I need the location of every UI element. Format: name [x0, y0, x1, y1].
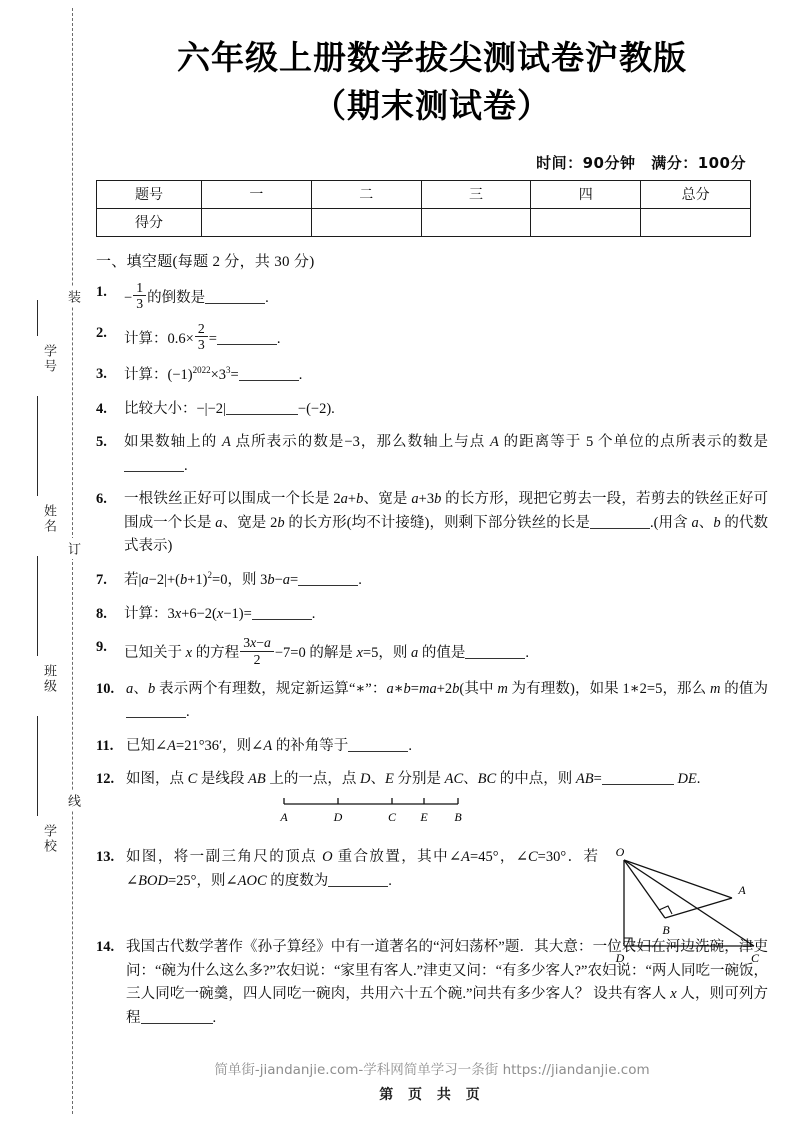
triangle-label-b: B — [662, 923, 670, 938]
score-cell-total[interactable] — [641, 208, 751, 236]
fold-char-zhuang: 装 — [64, 286, 82, 307]
question-text: 如果数轴上的 A 点所表示的数是−3，那么数轴上与点 A 的距离等于 5 个单位的点所表示的数是. — [124, 434, 769, 474]
question-text: 如图，将一副三角尺的顶点 O 重合放置，其中∠A=45°，∠C=30°．若∠BOD=25°，则∠AOC 的度数为 . — [126, 849, 598, 889]
answer-blank[interactable] — [590, 513, 650, 529]
segment-label-e: E — [420, 809, 428, 824]
score-cell-3[interactable] — [421, 208, 531, 236]
answer-blank[interactable] — [252, 604, 312, 620]
fraction-3x-minus-a-over-2: $\frac{3x-a}{2}$ — [240, 636, 274, 667]
score-table-row-label-score: 得分 — [97, 208, 202, 236]
score-table-col-3: 三 — [421, 180, 531, 208]
question-number: 13. — [96, 849, 115, 866]
answer-blank[interactable] — [298, 571, 358, 587]
margin-rule — [37, 716, 38, 816]
page-footer — [96, 1058, 768, 1104]
score-cell-1[interactable] — [202, 208, 312, 236]
margin-rule — [37, 556, 38, 656]
question-number: 9. — [96, 639, 107, 656]
fold-char-ding: 订 — [64, 538, 82, 559]
question-number: 10. — [96, 680, 115, 697]
question-list — [96, 281, 768, 1030]
exam-duration: 时间：90分钟 — [536, 153, 636, 172]
question-3 — [96, 363, 768, 387]
title-line-2: （期末测试卷） — [313, 85, 551, 125]
fraction-one-third: $\frac{1}{3}$ — [133, 281, 146, 312]
question-6 — [96, 488, 768, 558]
question-text: 比较大小：−|−2| −(−2). — [124, 400, 335, 417]
answer-blank[interactable] — [217, 329, 277, 345]
answer-blank[interactable] — [602, 770, 674, 786]
question-text: 计算：3x+6−2(x−1)= . — [124, 605, 316, 622]
score-table-col-4: 四 — [531, 180, 641, 208]
figure-line-segment-abcde — [276, 794, 768, 836]
question-5 — [96, 431, 768, 478]
question-8 — [96, 603, 768, 626]
answer-blank[interactable] — [465, 644, 525, 660]
question-text: 若$|a-2|+(b+1)^2=0$，则 3b−a= . — [124, 570, 362, 589]
answer-blank[interactable] — [124, 456, 184, 472]
fold-dashed-line — [72, 8, 73, 1114]
margin-label-class: 班级 — [41, 664, 56, 694]
answer-blank[interactable] — [205, 288, 265, 304]
question-number: 7. — [96, 571, 107, 588]
title-line-1: 六年级上册数学拔尖测试卷沪教版 — [177, 38, 687, 77]
score-table — [96, 180, 751, 237]
question-9 — [96, 636, 768, 667]
score-table-col-total: 总分 — [641, 180, 751, 208]
question-14 — [96, 936, 768, 1030]
question-number: 8. — [96, 605, 107, 622]
question-number: 14. — [96, 939, 115, 956]
margin-label-name: 姓名 — [41, 504, 56, 534]
score-table-col-1: 一 — [202, 180, 312, 208]
question-text: 一根铁丝正好可以围成一个长是 2a+b、宽是 a+3b 的长方形，现把它剪去一段，若剪去的铁丝正好可围成一个长是 a、宽是 2b 的长方形(均不计接缝)，则剩下部分铁丝的长是 .(用含 a、b 的代数式表示) — [124, 491, 769, 555]
binding-margin-labels — [18, 300, 58, 920]
question-7 — [96, 569, 768, 593]
score-table-header-row — [97, 180, 751, 208]
triangle-label-a: A — [738, 883, 746, 898]
answer-blank[interactable] — [328, 871, 388, 887]
exam-full-score: 满分：100分 — [651, 153, 746, 172]
segment-label-b: B — [454, 809, 462, 824]
question-number: 12. — [96, 771, 115, 788]
segment-label-a: A — [280, 809, 288, 824]
question-text: 已知∠A=21°36′，则∠A 的补角等于 . — [126, 737, 412, 754]
question-number: 6. — [96, 491, 107, 508]
question-number: 3. — [96, 366, 107, 383]
score-cell-2[interactable] — [311, 208, 421, 236]
exam-sheet — [96, 0, 768, 1122]
answer-blank[interactable] — [126, 703, 186, 719]
answer-blank[interactable] — [226, 399, 298, 415]
margin-label-school: 学校 — [41, 824, 56, 854]
question-text: a、b 表示两个有理数，规定新运算“∗”：a∗b=ma+2b(其中 m 为有理数)，如果 1∗2=5，那么 m 的值为. — [126, 680, 768, 721]
footer-page-number: 第 页 共 页 — [379, 1087, 485, 1103]
segment-diagram-svg — [276, 794, 466, 828]
question-text: 如图，点 C 是线段 AB 上的一点，点 D、E 分别是 AC、BC 的中点，则 AB= DE. — [126, 771, 701, 788]
question-11 — [96, 735, 768, 758]
triangle-label-d: D — [615, 951, 625, 966]
answer-blank[interactable] — [239, 366, 299, 382]
question-12 — [96, 768, 768, 836]
question-text: 已知关于 x 的方程 $\frac{3x-a}{2}$ −7=0 的解是 x=5，则 a 的值是 . — [124, 635, 529, 667]
fraction-two-thirds: $\frac{2}{3}$ — [195, 322, 208, 353]
segment-label-d: D — [333, 809, 343, 824]
margin-label-student-id: 学号 — [41, 344, 56, 374]
question-text: 我国古代数学著作《孙子算经》中有一道著名的“河妇荡杯”题．其大意：一位农妇在河边洗碗，津吏问：“碗为什么这么多?”农妇说：“家里有客人.”津吏又问：“有多少客人?”农妇说：“两人同吃一碗饭，三人同吃一碗羹，四人同吃一碗肉，共用六十五个碗.”问共有多少客人？ 设共有客人 x 人，则可列方程 . — [126, 939, 768, 1026]
question-4 — [96, 398, 768, 421]
question-text: 计算：$(-1)^{2022}\times 3^3=$ . — [124, 365, 303, 384]
score-table-value-row — [97, 208, 751, 236]
answer-blank[interactable] — [348, 736, 408, 752]
score-cell-4[interactable] — [531, 208, 641, 236]
margin-rule — [37, 300, 38, 336]
segment-label-c: C — [387, 809, 397, 824]
score-table-row-label-question: 题号 — [97, 180, 202, 208]
footer-watermark-url: 简单街-jiandanjie.com-学科网简单学习一条街 https://jiandanjie.com — [214, 1062, 650, 1078]
question-text: 计算：0.6× $\frac{2}{3}$ = . — [124, 321, 281, 353]
question-number: 4. — [96, 400, 107, 417]
question-1 — [96, 281, 768, 312]
margin-rule — [37, 396, 38, 496]
exam-meta — [96, 152, 768, 173]
fold-char-xian: 线 — [64, 790, 82, 811]
section-heading-fill-in-blank: 一、填空题(每题 2 分，共 30 分) — [96, 253, 315, 270]
question-number: 11. — [96, 737, 114, 754]
answer-blank[interactable] — [141, 1008, 213, 1024]
question-number: 5. — [96, 434, 107, 451]
triangle-label-c: C — [750, 951, 760, 966]
triangle-label-o: O — [615, 846, 625, 860]
score-table-col-2: 二 — [311, 180, 421, 208]
question-10 — [96, 678, 768, 725]
question-number: 2. — [96, 325, 107, 341]
question-number: 1. — [96, 283, 107, 300]
page-title — [96, 34, 768, 130]
question-2 — [96, 322, 768, 353]
question-text: − $\frac{1}{3}$ 的倒数是 . — [124, 279, 269, 312]
